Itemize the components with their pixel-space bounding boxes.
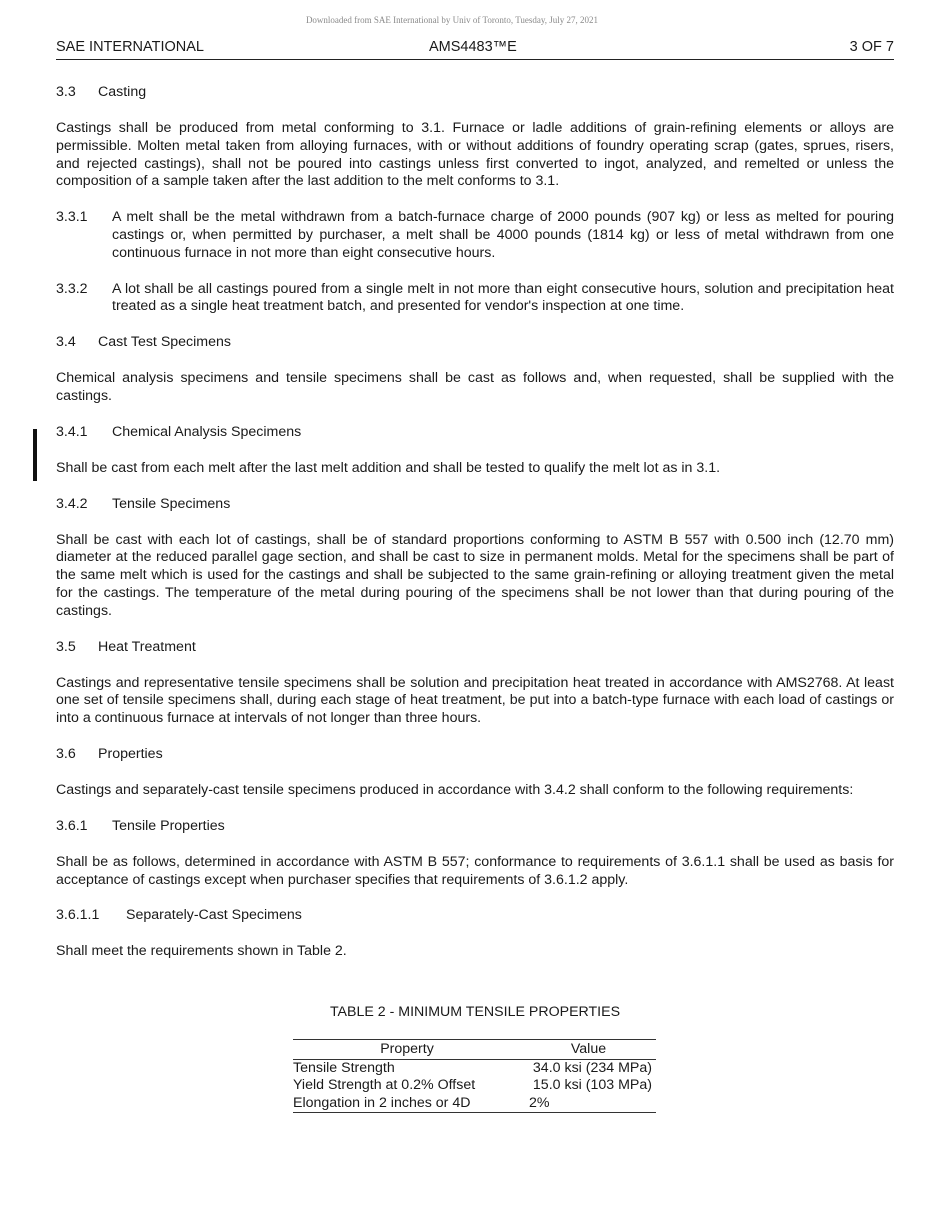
section-heading-3-4-1 <box>56 424 894 442</box>
paragraph-3-4-2: Shall be cast with each lot of castings, shall be of standard proportions conforming to ASTM B 557 with 0.500 inch (12.70 mm) diameter at the reduced parallel gage section, and shall be cast to size in permanent molds. Metal for the specimens shall be part of the same melt which is used for the castings and shall be subjected to the same grain-refining or alloying treatment given the metal for the castings. The temperature of the metal during pouring of the specimens shall be not lower than that during pouring of the castings. <box>56 531 894 619</box>
paragraph-3-4-1: Shall be cast from each melt after the last melt addition and shall be tested to qualify the melt lot as in 3.1. <box>56 459 721 476</box>
section-number: 3.6.1.1 <box>56 907 100 924</box>
paragraph-3-6: Castings and separately-cast tensile specimens produced in accordance with 3.4.2 shall conform to the following requirements: <box>56 781 854 798</box>
table-row <box>293 1077 656 1095</box>
section-title: Cast Test Specimens <box>98 334 231 351</box>
paragraph-3-5: Castings and representative tensile specimens shall be solution and precipitation heat treated in accordance with AMS2768. At least one set of tensile specimens shall, during each stage of heat treatment, be put into a batch-type furnace with each load of castings or into a continuous furnace at intervals of not longer than three hours. <box>56 674 894 727</box>
section-heading-3-4-2 <box>56 496 894 514</box>
value-cell: 34.0 ksi (234 MPa) <box>532 1059 652 1076</box>
value-cell: 15.0 ksi (103 MPa) <box>532 1077 652 1093</box>
section-number: 3.3.1 <box>56 209 88 226</box>
section-title: Tensile Properties <box>112 817 225 834</box>
paragraph-text: A lot shall be all castings poured from a single melt in not more than eight consecutive hours, solution and precipitation heat treated as a single heat treatment batch, and presented for vendor's inspection at one time. <box>112 280 894 315</box>
section-heading-3-6-1-1 <box>56 907 894 925</box>
section-title: Casting <box>98 84 147 100</box>
section-number: 3.4.2 <box>56 495 88 512</box>
header-organization: SAE INTERNATIONAL <box>56 39 204 55</box>
paragraph-3-3-2 <box>56 281 894 317</box>
section-number: 3.5 <box>56 638 76 655</box>
section-title: Chemical Analysis Specimens <box>112 423 302 440</box>
paragraph-3-6-1: Shall be as follows, determined in accordance with ASTM B 557; conformance to requirements of 3.6.1.1 shall be used as basis for acceptance of castings except when purchaser specifies that requirements of 3.6.1.2 apply. <box>56 853 894 888</box>
table-row <box>293 1059 656 1077</box>
paragraph-text: A melt shall be the metal withdrawn from a batch-furnace charge of 2000 pounds (907 kg) or less as melted for pouring castings or, when permitted by purchaser, a melt shall be 4000 pounds (1814 kg) or less of metal withdrawn from one continuous furnace in not more than eight consecutive hours. <box>112 209 894 261</box>
property-cell: Yield Strength at 0.2% Offset <box>293 1077 476 1093</box>
section-heading-3-6-1 <box>56 818 894 836</box>
section-number: 3.4.1 <box>56 423 88 440</box>
section-number: 3.6.1 <box>56 817 88 834</box>
section-heading-3-3 <box>56 84 894 102</box>
column-header-value: Value <box>521 1040 656 1060</box>
document-body <box>56 84 894 979</box>
section-number: 3.4 <box>56 334 76 351</box>
header-document-id: AMS4483™E <box>429 39 517 55</box>
property-cell: Elongation in 2 inches or 4D <box>293 1095 521 1113</box>
paragraph-3-3: Castings shall be produced from metal conforming to 3.1. Furnace or ladle additions of grain-refining elements or alloys are permissible. Molten metal taken from alloying furnaces, with or without additions of foundry operating scrap (gates, sprues, risers, and rejected castings), shall not be poured into castings unless first converted to ingot, analyzed, and remelted or unless the composition of a sample taken after the last addition to the melt conforms to 3.1. <box>56 120 894 190</box>
table-header-row <box>293 1040 656 1060</box>
page-header <box>56 38 894 60</box>
table-row <box>293 1095 656 1113</box>
section-title: Properties <box>98 745 163 762</box>
paragraph-3-3-1 <box>56 209 894 262</box>
section-number: 3.3.2 <box>56 280 88 297</box>
section-heading-3-4 <box>56 334 894 352</box>
section-title: Heat Treatment <box>98 638 196 655</box>
header-page-number: 3 OF 7 <box>849 39 894 55</box>
section-title: Separately-Cast Specimens <box>126 907 302 924</box>
download-watermark: Downloaded from SAE International by Univ of Toronto, Tuesday, July 27, 2021 <box>305 15 599 25</box>
revision-change-bar <box>33 429 37 481</box>
section-title: Tensile Specimens <box>112 495 231 512</box>
property-cell: Tensile Strength <box>293 1059 395 1076</box>
section-heading-3-5 <box>56 639 894 657</box>
section-number: 3.3 <box>56 84 76 100</box>
column-header-property: Property <box>293 1040 521 1060</box>
tensile-properties-table <box>293 1039 656 1113</box>
paragraph-3-6-1-1: Shall meet the requirements shown in Table 2. <box>56 943 347 960</box>
paragraph-3-4: Chemical analysis specimens and tensile specimens shall be cast as follows and, when requested, shall be supplied with the castings. <box>56 370 894 404</box>
table-title: TABLE 2 - MINIMUM TENSILE PROPERTIES <box>329 1004 621 1020</box>
section-heading-3-6 <box>56 746 894 764</box>
section-number: 3.6 <box>56 745 76 762</box>
value-cell: 2% <box>521 1095 656 1113</box>
